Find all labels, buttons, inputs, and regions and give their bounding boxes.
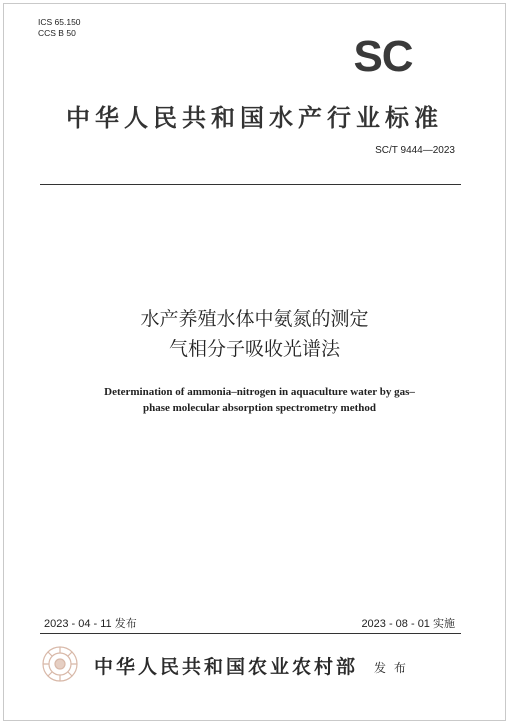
sc-logo-text: SC <box>353 35 413 75</box>
publish-label: 发 布 <box>374 661 408 675</box>
bottom-divider <box>40 633 461 634</box>
issue-date: 2023 - 04 - 11 发布 <box>44 618 137 630</box>
chinese-title-line-1: 水产养殖水体中氨氮的测定 <box>140 308 369 330</box>
chinese-title <box>4 304 505 364</box>
standard-code: SC/T 9444—2023 <box>375 145 455 156</box>
chinese-title-line-2: 气相分子吸收光谱法 <box>168 338 340 360</box>
english-title <box>44 384 475 416</box>
english-title-line-1: Determination of ammonia–nitrogen in aquaculture water by gas– <box>104 386 415 398</box>
ccs-code: CCS B 50 <box>38 28 76 38</box>
standard-type-title: 中华人民共和国水产行业标准 <box>66 104 443 132</box>
top-divider <box>40 184 461 185</box>
implementation-date: 2023 - 08 - 01 实施 <box>361 618 455 630</box>
document-cover <box>3 3 506 721</box>
sc-logo <box>343 35 423 75</box>
english-title-line-2: phase molecular absorption spectrometry method <box>142 402 377 414</box>
classification-codes <box>38 17 81 39</box>
ics-code: ICS 65.150 <box>38 17 81 27</box>
ministry-emblem-icon <box>40 644 80 684</box>
issuing-authority: 中华人民共和国农业农村部 <box>94 656 359 678</box>
